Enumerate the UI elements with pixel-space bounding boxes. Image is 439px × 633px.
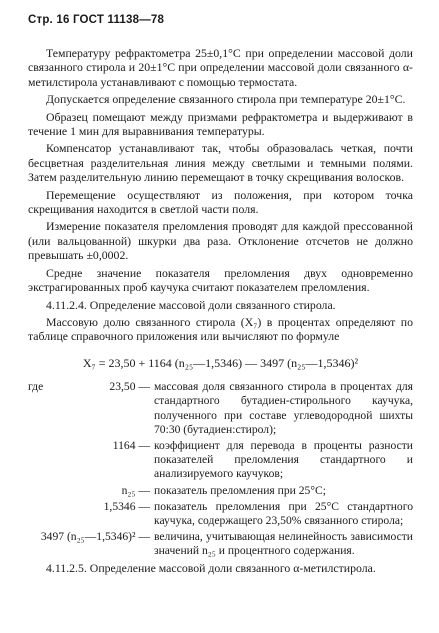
definition-row xyxy=(28,500,413,530)
paragraph-average: Средне значение показателя преломления двух одновременно экстрагированных проб каучука считают показателем преломления. xyxy=(28,265,413,295)
definition-symbol: n₂₅ — xyxy=(121,483,150,497)
definition-row xyxy=(28,439,413,484)
definition-text: величина, учитывающая нелинейность зависимости значений n₂₅ и процентного содержания. xyxy=(154,530,413,558)
paragraph-sample: Образец помещают между призмами рефрактометра и выдерживают в течение 1 мин для выравнивания температуры. xyxy=(28,109,413,139)
definition-row xyxy=(28,380,413,439)
formula: X₇ = 23,50 + 1164 (n₂₅—1,5346) — 3497 (n₂₅—1,5346)² xyxy=(82,355,359,370)
paragraph-allowed: Допускается определение связанного стирола при температуре 20±1°С. xyxy=(46,92,406,107)
section-heading-4-11-2-4: 4.11.2.4. Определение массовой доли связанного стирола. xyxy=(46,297,336,312)
paragraph-formula-intro: Массовую долю связанного стирола (X₇) в процентах определяют по таблице справочного приложения или вычисляют по формуле xyxy=(28,314,413,344)
paragraph-measurement: Измерение показателя преломления проводят для каждой прессованной (или вальцованной) шкурки два раза. Отклонение отсчетов не должно превышать ±0,0002. xyxy=(28,219,413,263)
paragraph-compensator: Компенсатор устанавливают так, чтобы образовалась четкая, почти бесцветная разделительная линия между светлыми и темными полями. Затем разделительную линию перемещают в точку скрещивания волосков. xyxy=(28,141,413,185)
definition-text: массовая доля связанного стирола в процентах для стандартного бутадиен-стирольного каучука, полученного при составе углеводородной шихты 70:30 (бутадиен:стирол); xyxy=(154,380,413,436)
definition-text: показатель преломления при 25°С стандартного каучука, содержащего 23,50% связанного стирола; xyxy=(154,499,413,527)
definition-symbol: 1,5346 — xyxy=(103,499,150,513)
section-heading-4-11-2-5: 4.11.2.5. Определение массовой доли связанного α-метилстирола. xyxy=(46,560,376,575)
definition-symbol: 1164 — xyxy=(112,438,150,452)
where-label: где xyxy=(28,380,44,394)
definition-row xyxy=(28,530,413,560)
definition-row xyxy=(28,484,413,500)
definition-symbol: 3497 (n₂₅—1,5346)² — xyxy=(40,530,150,544)
definition-symbol: 23,50 — xyxy=(109,380,150,394)
definition-text: показатель преломления при 25°С; xyxy=(154,483,326,497)
page-header: Стр. 16 ГОСТ 11138—78 xyxy=(28,14,165,26)
paragraph-movement: Перемещение осуществляют из положения, при котором точка скрещивания находится в светлой части поля. xyxy=(28,187,413,217)
definitions-table xyxy=(28,380,413,560)
document-body xyxy=(28,46,413,578)
definition-text: коэффициент для перевода в проценты разности показателей преломления стандартного и анализируемого каучуков; xyxy=(154,438,413,481)
paragraph-temperature: Температуру рефрактометра 25±0,1°С при определении массовой доли связанного стирола и 20±1°С при определении массовой доли связанного α-метилстирола устанавливают с помощью термостата. xyxy=(28,46,413,89)
